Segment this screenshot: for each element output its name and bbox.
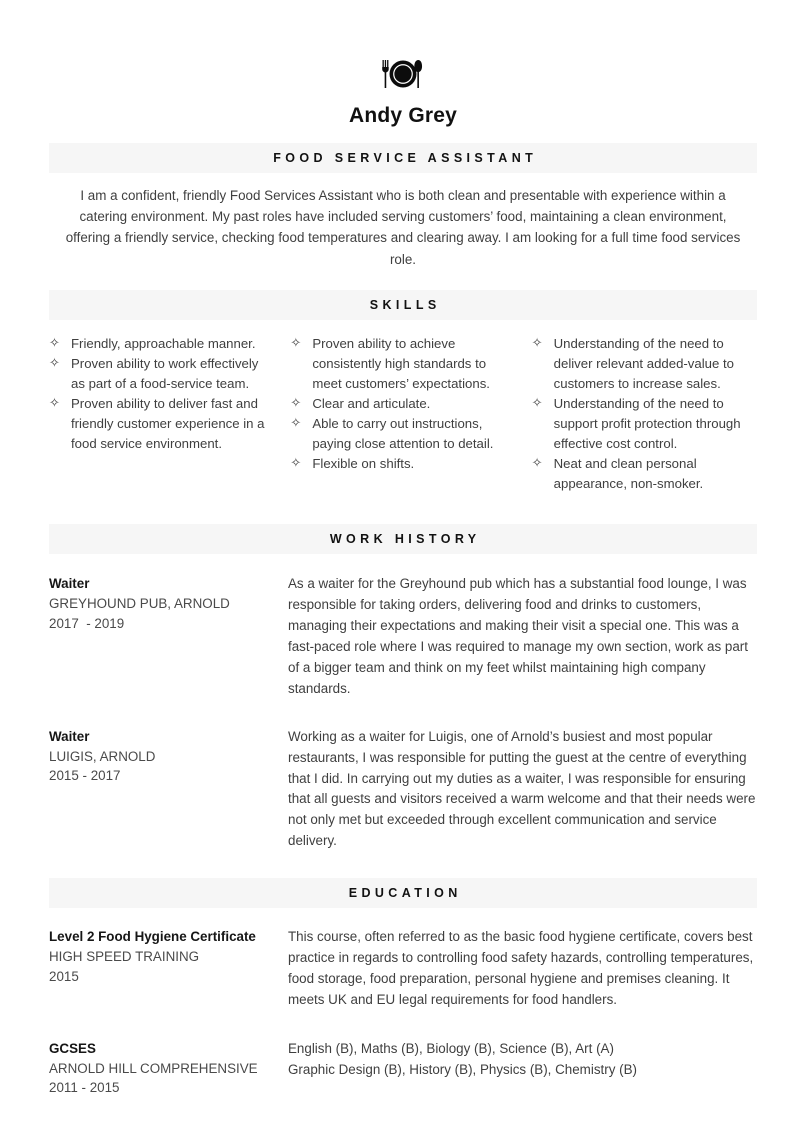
- education-heading: EDUCATION: [348, 886, 462, 901]
- work-history-entry: [49, 727, 757, 852]
- professional-summary: I am a confident, friendly Food Services Assistant who is both clean and presentable with experience within a catering environment. My past roles have included serving customers’ food, maintaining a clean environment, offering a friendly service, checking food temperatures and clearing away. I am looking for a full time food services role.: [65, 188, 741, 267]
- qualification-description: [288, 1039, 757, 1081]
- diamond-star-bullet-icon: ✧: [290, 394, 302, 410]
- employer-name: GREYHOUND PUB, ARNOLD: [49, 596, 230, 612]
- skill-text: Neat and clean personal appearance, non-smoker.: [553, 456, 704, 492]
- skill-list: [290, 334, 515, 474]
- list-item: [49, 394, 274, 454]
- institution-name: HIGH SPEED TRAINING: [49, 948, 200, 964]
- qualification-title: Level 2 Food Hygiene Certificate: [49, 929, 256, 945]
- job-role: Waiter: [49, 728, 90, 744]
- skill-text: Proven ability to achieve consistently high standards to meet customers’ expectations.: [312, 335, 490, 391]
- skills-columns: [49, 334, 757, 495]
- list-item: [532, 454, 757, 494]
- list-item: [532, 334, 757, 394]
- skill-text: Flexible on shifts.: [312, 456, 415, 472]
- employment-dates: 2015 - 2017: [49, 768, 121, 784]
- skill-list: [49, 334, 274, 454]
- skill-text: Proven ability to work effectively as part of a food-service team.: [71, 355, 259, 391]
- work-history-heading: WORK HISTORY: [329, 532, 481, 547]
- work-history-section-bar: [49, 524, 757, 554]
- education-entry-meta: [49, 1039, 286, 1098]
- skills-heading: SKILLS: [369, 297, 441, 312]
- employment-dates: 2017 - 2019: [49, 615, 125, 631]
- work-entry-description-wrap: [286, 727, 757, 852]
- skills-section-bar: [49, 290, 757, 320]
- list-item: [290, 414, 515, 454]
- work-entry-meta: [49, 574, 286, 699]
- job-title-text: FOOD SERVICE ASSISTANT: [273, 151, 538, 166]
- skill-list: [532, 334, 757, 495]
- diamond-star-bullet-icon: ✧: [49, 354, 60, 370]
- diamond-star-bullet-icon: ✧: [49, 334, 60, 350]
- institution-name: ARNOLD HILL COMPREHENSIVE: [49, 1060, 258, 1076]
- skill-text: Proven ability to deliver fast and friendly customer experience in a food service environment.: [71, 395, 265, 452]
- skill-text: Clear and articulate.: [312, 395, 431, 411]
- list-item: [290, 334, 515, 394]
- subject-grades-line: Graphic Design (B), History (B), Physics (B), Chemistry (B): [288, 1061, 637, 1077]
- education-entry: [49, 927, 757, 1011]
- job-role: Waiter: [49, 576, 90, 592]
- education-entry-description-wrap: [286, 1039, 757, 1098]
- skill-text: Understanding of the need to deliver relevant added-value to customers to increase sales.: [553, 335, 734, 391]
- diamond-star-bullet-icon: ✧: [290, 455, 302, 471]
- diamond-star-bullet-icon: ✧: [290, 415, 302, 431]
- diamond-star-bullet-icon: ✧: [290, 334, 302, 350]
- education-entry-description-wrap: [286, 927, 757, 1011]
- list-item: [290, 394, 515, 414]
- skill-text: Able to carry out instructions, paying close attention to detail.: [312, 416, 494, 452]
- skill-text: Friendly, approachable manner.: [71, 335, 256, 351]
- work-entry-description-wrap: [286, 574, 757, 699]
- diamond-star-bullet-icon: ✧: [531, 455, 543, 471]
- diamond-star-bullet-icon: ✧: [49, 394, 60, 410]
- education-dates: 2011 - 2015: [49, 1080, 120, 1096]
- education-entry-meta: [49, 927, 286, 1011]
- qualification-title: GCSES: [49, 1040, 96, 1056]
- list-item: [290, 454, 515, 474]
- skills-column-2: [290, 334, 531, 495]
- education-entry: [49, 1039, 757, 1098]
- job-description: Working as a waiter for Luigis, one of Arnold’s busiest and most popular restaurants, I was responsible for putting the guest at the centre of everything that I did. In carrying out my duties as a waiter, I was responsible for ensuring that all guests and visitors received a warm welcome and that their needs were not only met but exceeded through excellent communication and service delivery.: [288, 728, 756, 849]
- skills-column-1: [49, 334, 290, 495]
- employer-name: LUIGIS, ARNOLD: [49, 748, 156, 764]
- resume-header: [49, 5, 757, 127]
- subject-grades-line: English (B), Maths (B), Biology (B), Science (B), Art (A): [288, 1040, 614, 1056]
- education-dates: 2015: [49, 968, 79, 984]
- skills-column-3: [532, 334, 757, 495]
- list-item: [49, 354, 274, 394]
- plate-fork-knife-icon: [380, 57, 426, 91]
- page-title: Andy Grey: [349, 104, 457, 127]
- list-item: [49, 334, 274, 354]
- job-title-bar: [49, 143, 757, 173]
- resume-sheet: [5, 5, 801, 1133]
- list-item: [532, 394, 757, 454]
- education-section-bar: [49, 878, 757, 908]
- diamond-star-bullet-icon: ✧: [531, 334, 543, 350]
- qualification-description: This course, often referred to as the basic food hygiene certificate, covers best practice in regards to controlling food safety hazards, controlling temperatures, food storage, food preparation, personal hygiene and premises cleaning. It meets UK and EU legal requirements for food handlers.: [288, 929, 754, 1007]
- skill-text: Understanding of the need to support profit protection through effective cost control.: [553, 395, 741, 452]
- job-description: As a waiter for the Greyhound pub which has a substantial food lounge, I was responsible for taking orders, delivering food and drinks to customers, managing their expectations and making their visit a special one. This was a fast-paced role where I was required to manage my own section, work as part of a bigger team and think on my feet whilst maintaining high company standards.: [288, 576, 748, 696]
- diamond-star-bullet-icon: ✧: [531, 394, 543, 410]
- work-history-entry: [49, 574, 757, 699]
- work-entry-meta: [49, 727, 286, 852]
